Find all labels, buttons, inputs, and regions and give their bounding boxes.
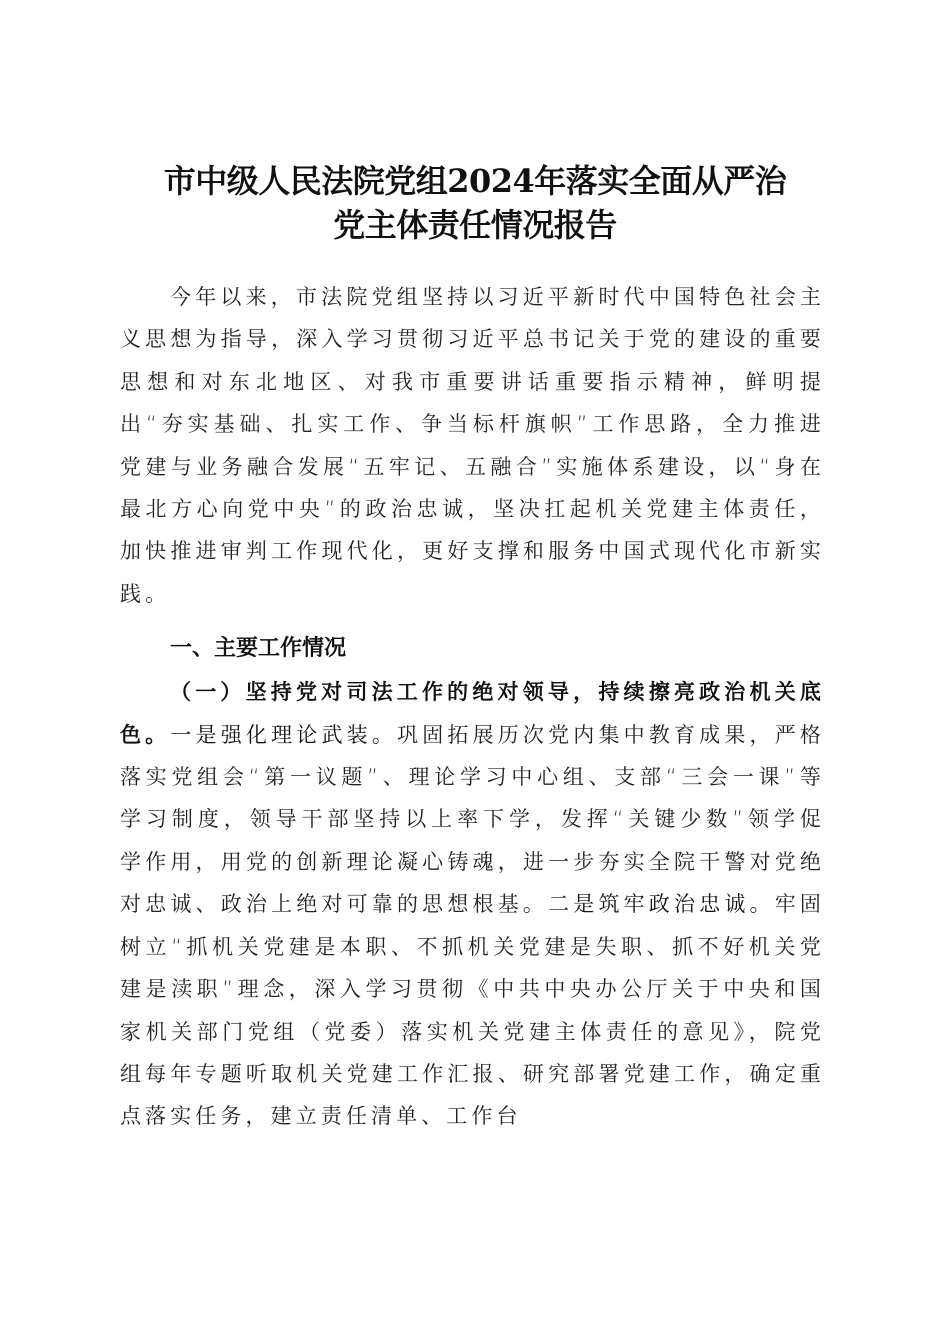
point-2-lead: 二是筑牢政治忠诚。 — [548, 892, 775, 917]
point-1-text: 巩固拓展历次党内集中教育成果，严格落实党组会“第一议题”、理论学习中心组、支部“三会一课”等学习制度，领导干部坚持以上率下学，发挥“关键少数”领学促学作用，用党的创新理论凝心铸魂，进一步夯实全院干警对党绝对忠诚、政治上绝对可靠的思想根基。 — [120, 722, 826, 917]
document-title — [100, 159, 850, 247]
subsection-paragraph-1 — [120, 671, 825, 1137]
point-1-lead: 一是强化理论武装。 — [170, 722, 398, 747]
title-line-2: 党主体责任情况报告 — [333, 206, 617, 245]
document-body — [120, 276, 825, 1138]
subsection-title: （一）坚持党对司法工作的绝对领导，持续擦亮政治机关底色。 — [120, 680, 825, 747]
intro-paragraph: 今年以来，市法院党组坚持以习近平新时代中国特色社会主义思想为指导，深入学习贯彻习近平总书记关于党的建设的重要思想和对东北地区、对我市重要讲话重要指示精神，鲜明提出“夯实基础、扎实工作、争当标杆旗帜”工作思路，全力推进党建与业务融合发展“五牢记、五融合”实施体系建设，以“身在最北方心向党中央”的政治忠诚，坚决扛起机关党建主体责任，加快推进审判工作现代化，更好支撑和服务中国式现代化市新实践。 — [120, 285, 825, 606]
section-heading-main-work: 一、主要工作情况 — [170, 636, 347, 662]
point-2-text: 牢固树立“抓机关党建是本职、不抓机关党建是失职、抓不好机关党建是渎职”理念，深入学习贯彻《中共中央办公厅关于中央和国家机关部门党组（党委）落实机关党建主体责任的意见》，院党组每年专题听取机关党建工作汇报、研究部署党建工作，确定重点落实任务，建立责任清单、工作台 — [120, 892, 825, 1129]
title-line-1: 市中级人民法院党组2024年落实全面从严治 — [163, 162, 787, 201]
